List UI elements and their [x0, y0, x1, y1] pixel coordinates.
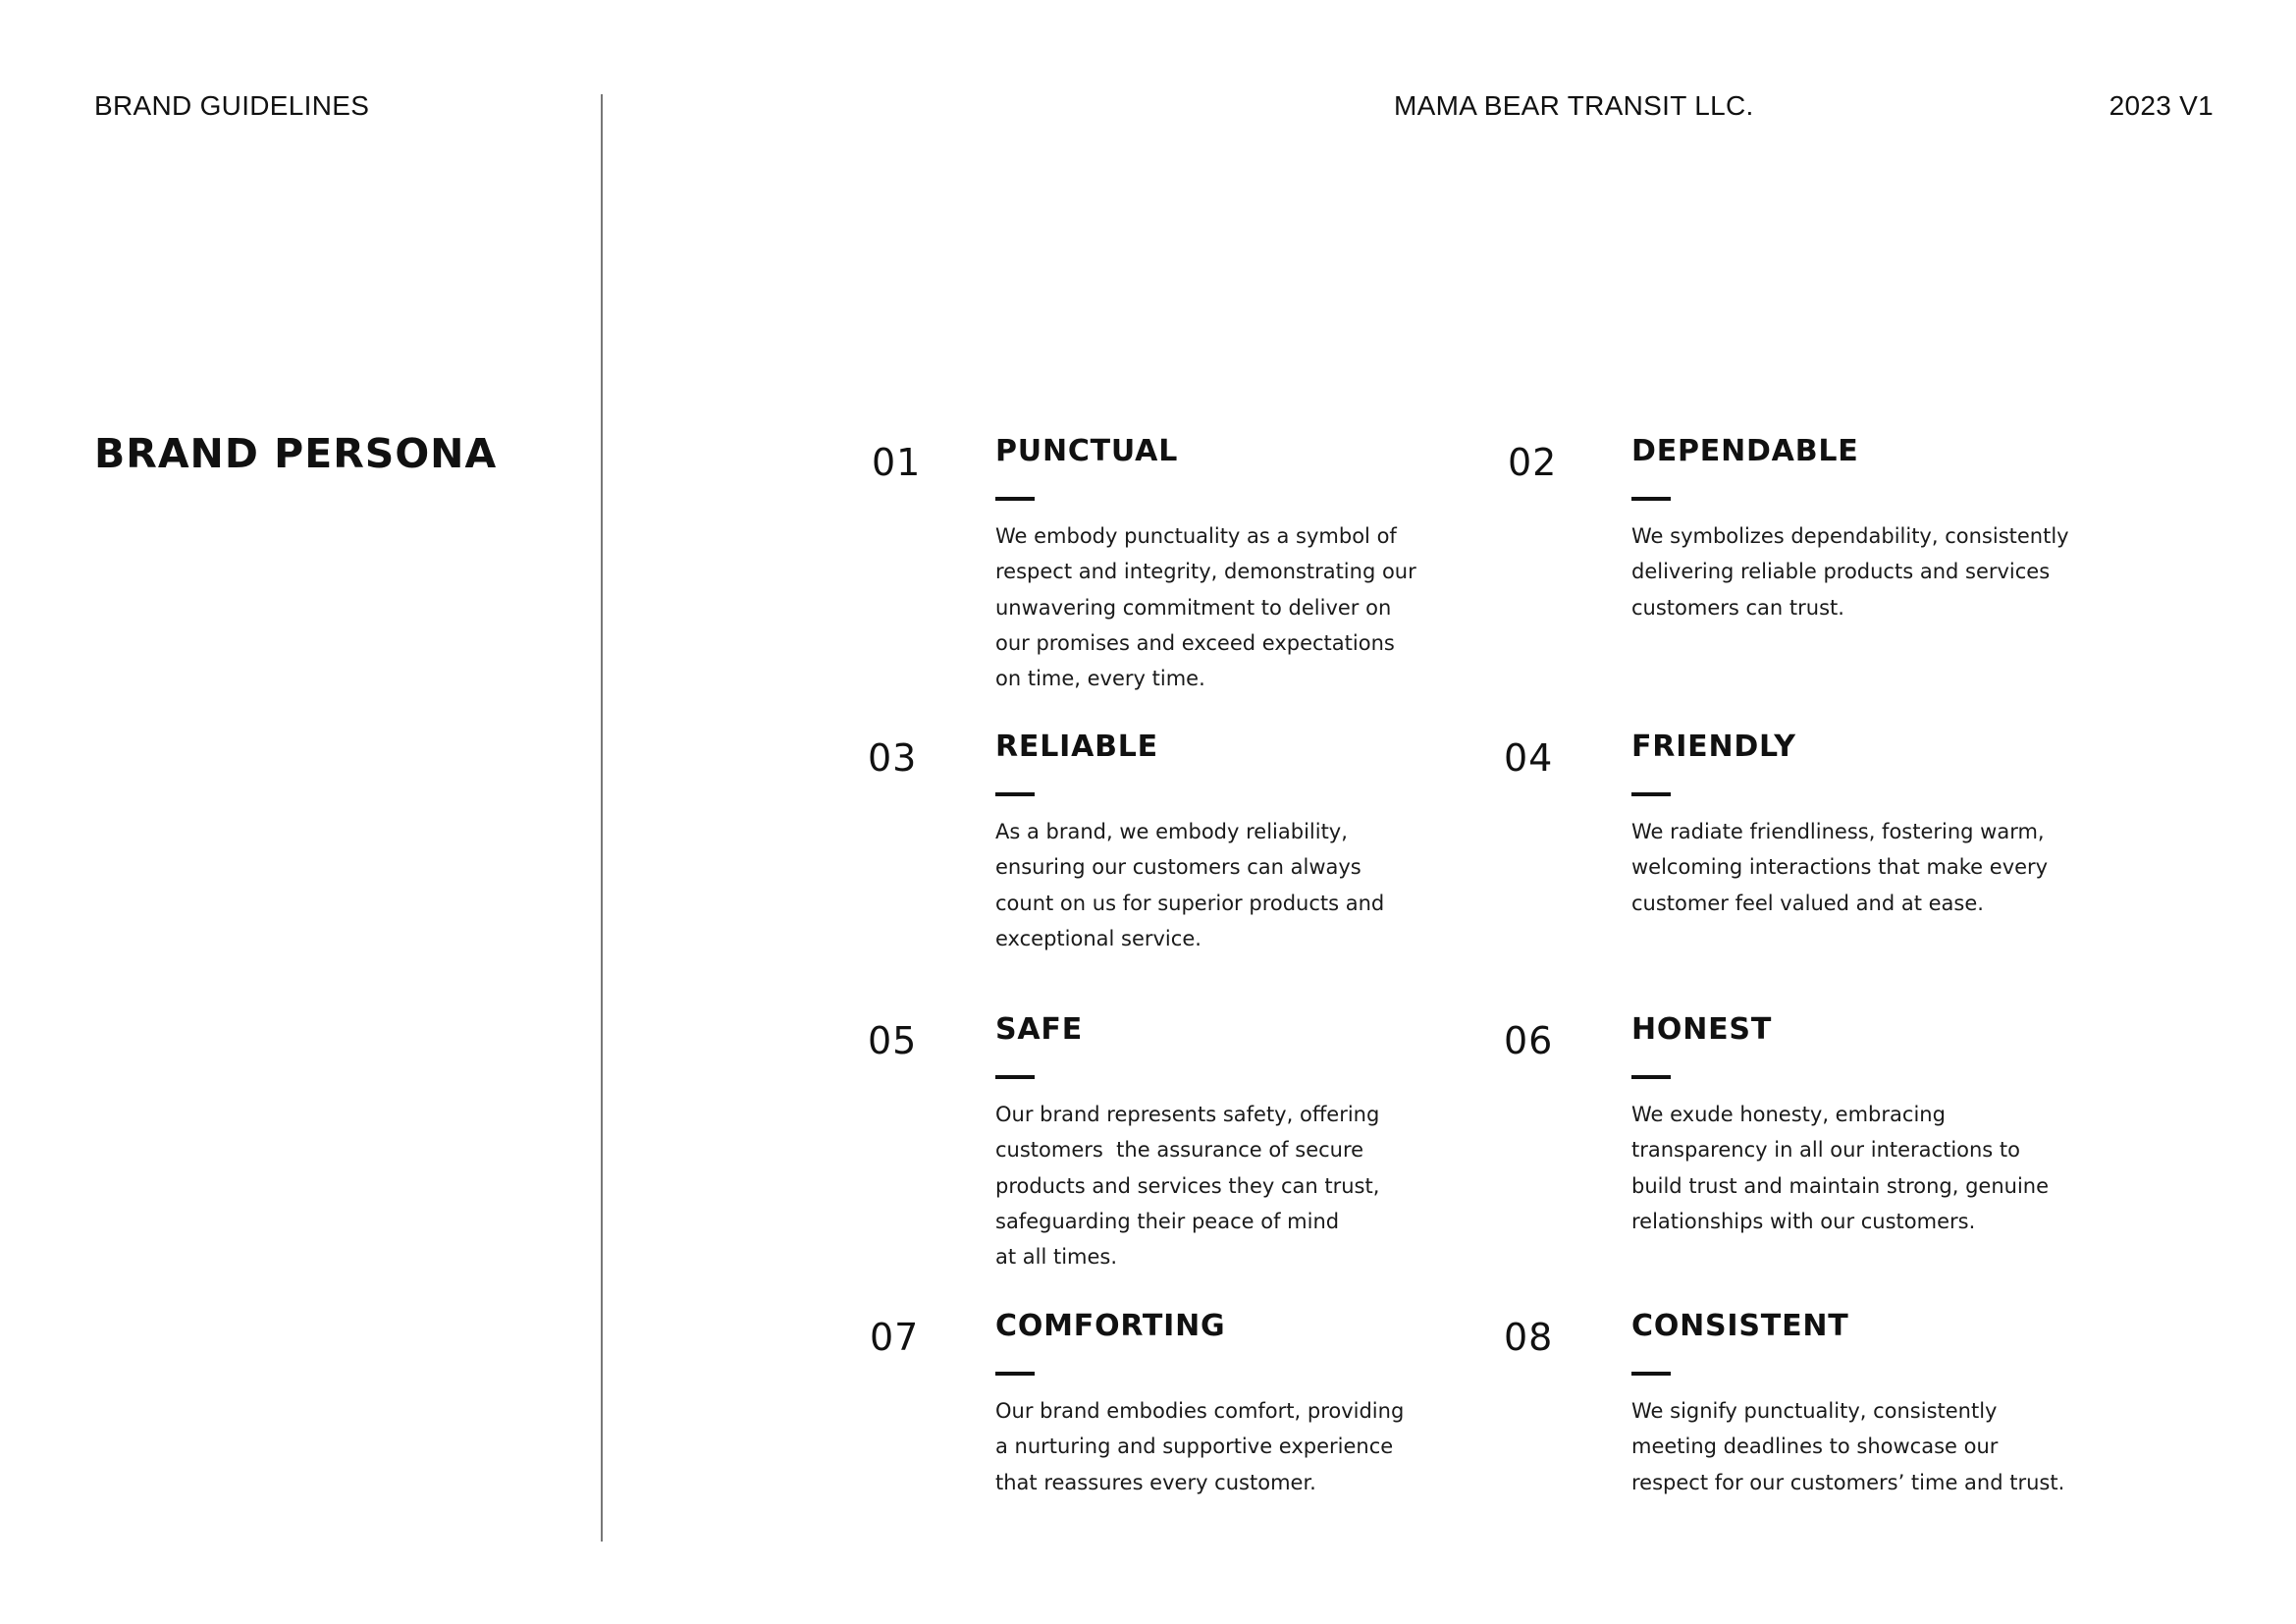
item-number: 07 — [870, 1316, 920, 1359]
item-number: 03 — [868, 736, 918, 780]
item-title: PUNCTUAL — [995, 434, 1179, 468]
item-number: 08 — [1504, 1316, 1554, 1359]
item-title-rule — [1631, 792, 1671, 796]
persona-item-friendly — [1504, 728, 2132, 1002]
persona-item-comforting — [870, 1307, 1498, 1582]
persona-item-honest — [1504, 1010, 2132, 1285]
persona-item-safe — [868, 1010, 1496, 1285]
item-description: As a brand, we embody reliability, ensuring our customers can always count on us for superior products and exceptional service. — [995, 820, 1385, 950]
item-description: We exude honesty, embracing transparency in all our interactions to build trust and maintain strong, genuine relationships with our customers. — [1631, 1103, 2050, 1233]
item-number: 05 — [868, 1019, 918, 1062]
item-description: We symbolizes dependability, consistently delivering reliable products and services customers can trust. — [1631, 524, 2069, 620]
item-title-rule — [1631, 1075, 1671, 1079]
item-number: 01 — [872, 441, 922, 484]
persona-item-reliable — [868, 728, 1496, 1002]
item-title: SAFE — [995, 1012, 1084, 1047]
item-title: DEPENDABLE — [1631, 434, 1859, 468]
item-description: We radiate friendliness, fostering warm, welcoming interactions that make every customer feel valued and at ease. — [1631, 820, 2049, 915]
item-title-rule — [995, 497, 1035, 501]
item-title-rule — [995, 792, 1035, 796]
item-description: Our brand represents safety, offering customers the assurance of secure products and services they can trust, safeguarding their peace of mind at all times. — [995, 1103, 1380, 1270]
version-label: 2023 V1 — [2109, 90, 2214, 121]
item-description: We signify punctuality, consistently meeting deadlines to showcase our respect for our customers’ time and trust. — [1631, 1399, 2065, 1494]
item-description: We embody punctuality as a symbol of respect and integrity, demonstrating our unwavering commitment to deliver on our promises and exceed expectations on time, every time. — [995, 524, 1416, 691]
item-number: 06 — [1504, 1019, 1554, 1062]
item-description: Our brand embodies comfort, providing a nurturing and supportive experience that reassures every customer. — [995, 1399, 1405, 1494]
persona-item-dependable — [1508, 432, 2136, 707]
persona-item-punctual — [872, 432, 1500, 707]
persona-item-consistent — [1504, 1307, 2132, 1582]
section-title: BRAND PERSONA — [94, 430, 498, 477]
company-name: MAMA BEAR TRANSIT LLC. — [1394, 90, 1754, 121]
item-title: COMFORTING — [995, 1309, 1226, 1343]
item-title: HONEST — [1631, 1012, 1773, 1047]
item-title: CONSISTENT — [1631, 1309, 1849, 1343]
item-number: 02 — [1508, 441, 1558, 484]
item-title-rule — [1631, 1372, 1671, 1376]
item-title-rule — [995, 1372, 1035, 1376]
document-label: BRAND GUIDELINES — [94, 90, 370, 121]
item-title-rule — [995, 1075, 1035, 1079]
item-number: 04 — [1504, 736, 1554, 780]
item-title-rule — [1631, 497, 1671, 501]
vertical-divider — [601, 94, 603, 1542]
item-title: RELIABLE — [995, 730, 1158, 764]
item-title: FRIENDLY — [1631, 730, 1796, 764]
